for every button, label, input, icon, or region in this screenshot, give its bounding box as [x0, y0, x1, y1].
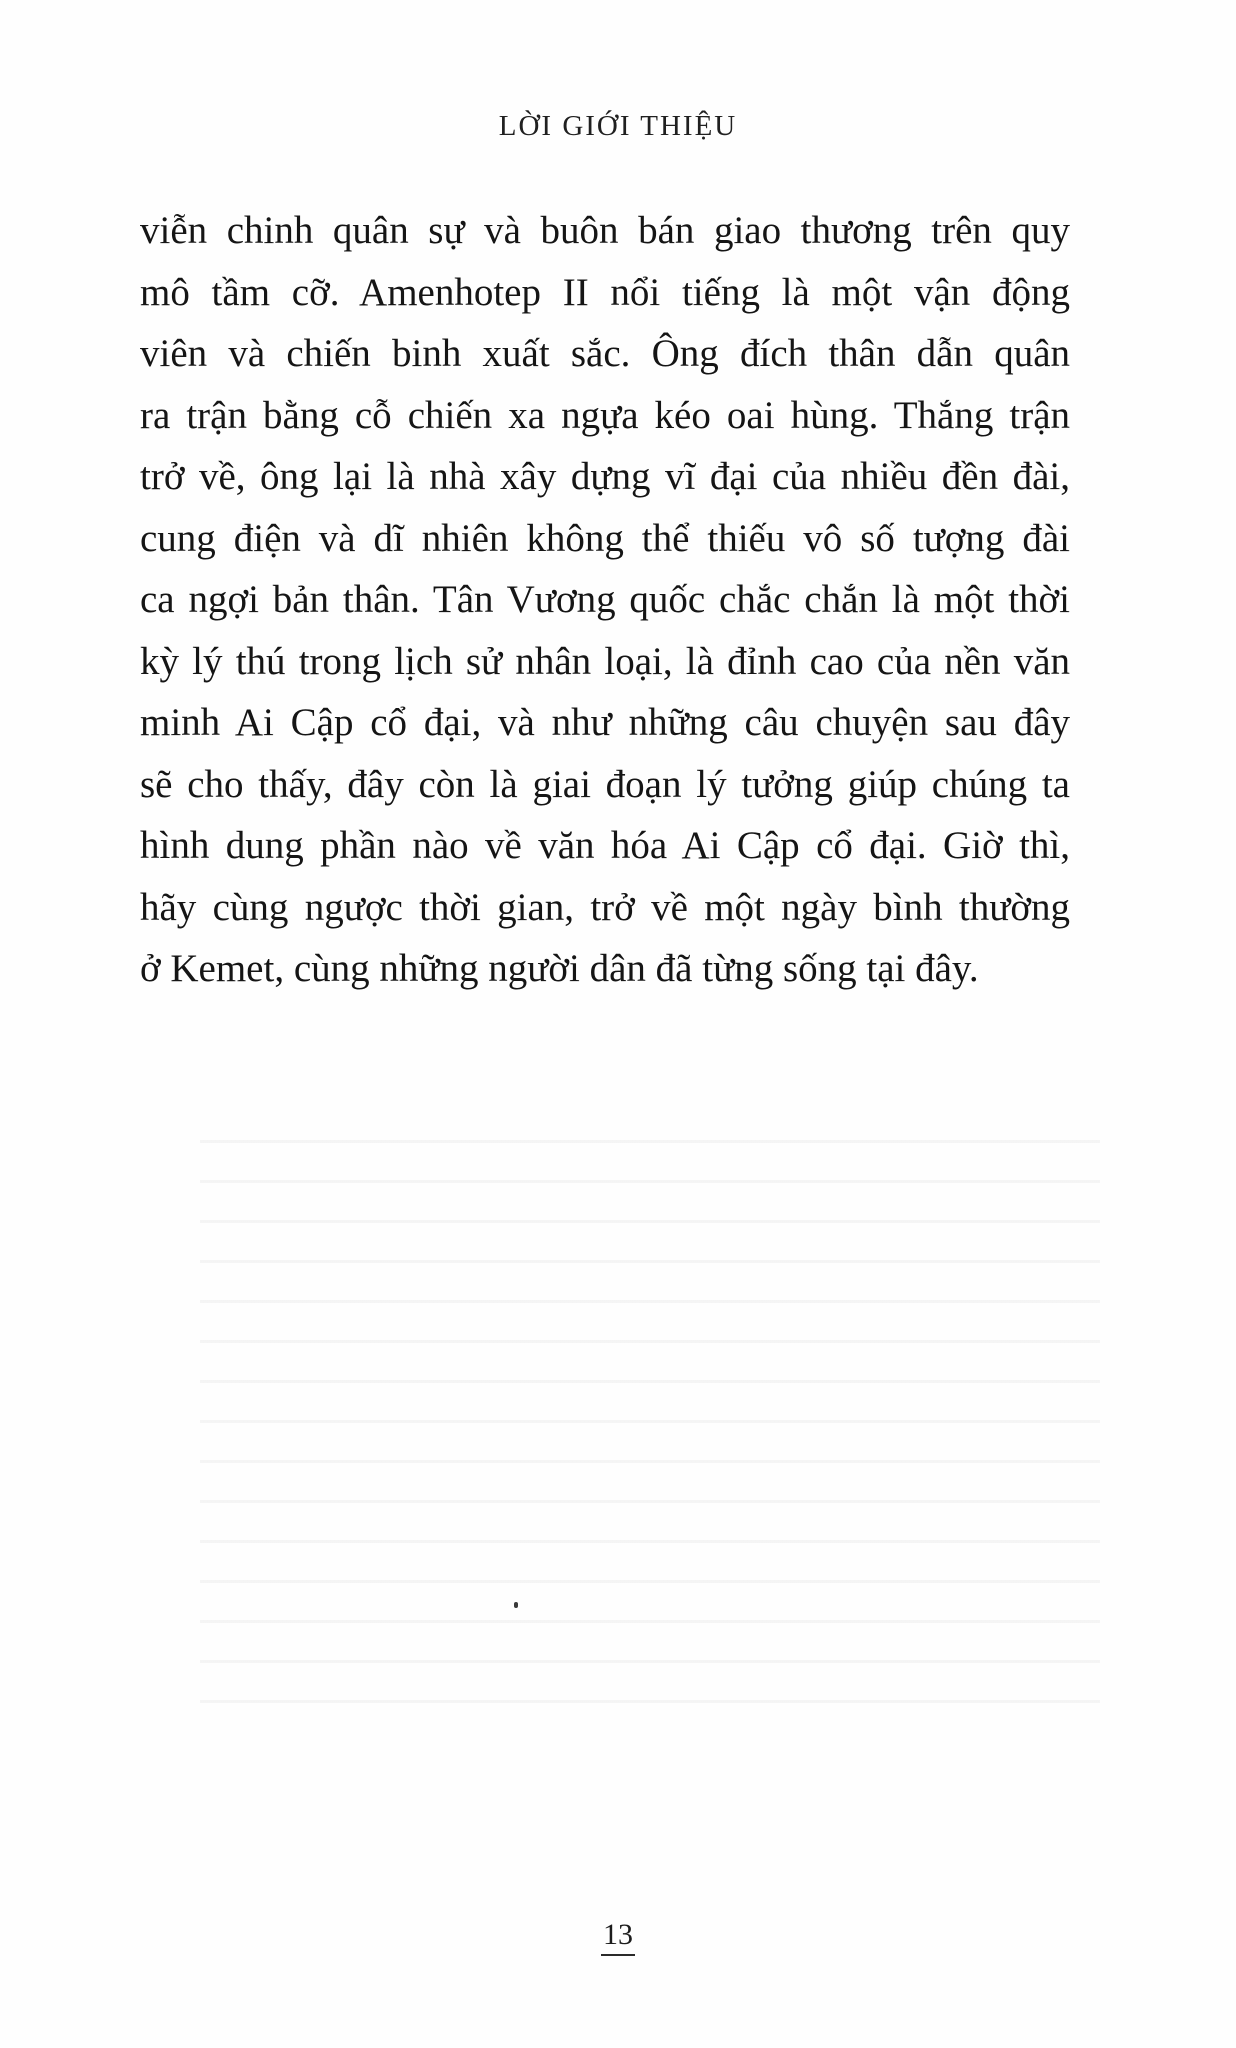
ink-speck	[514, 1602, 518, 1608]
text-line: hãy cùng ngược thời gian, trở về một ngày bình thường	[140, 885, 1070, 929]
text-line: viên và chiến binh xuất sắc. Ông đích thân dẫn quân	[140, 332, 1070, 375]
text-line: minh Ai Cập cổ đại, và như những câu chuyện sau đây	[140, 701, 1070, 744]
text-line: hình dung phần nào về văn hóa Ai Cập cổ đại. Giờ thì,	[140, 824, 1070, 867]
text-line: cung điện và dĩ nhiên không thể thiếu vô số tượng đài	[140, 516, 1070, 560]
paper-show-through	[200, 1140, 1100, 1720]
body-paragraph	[140, 200, 1070, 1000]
text-line: ra trận bằng cỗ chiến xa ngựa kéo oai hùng. Thắng trận	[140, 393, 1070, 437]
text-line: ca ngợi bản thân. Tân Vương quốc chắc chắn là một thời	[140, 578, 1070, 621]
text-line: kỳ lý thú trong lịch sử nhân loại, là đỉnh cao của nền văn	[140, 639, 1070, 683]
running-head-title: LỜI GIỚI THIỆU	[498, 110, 738, 142]
text-line: ở Kemet, cùng những người dân đã từng sống tại đây.	[140, 947, 979, 990]
text-line: mô tầm cỡ. Amenhotep II nổi tiếng là một vận động	[140, 270, 1070, 314]
text-line: trở về, ông lại là nhà xây dựng vĩ đại của nhiều đền đài,	[140, 455, 1070, 498]
page-number: 13	[0, 1918, 1236, 1956]
text-line: viễn chinh quân sự và buôn bán giao thương trên quy	[140, 209, 1070, 252]
text-line: sẽ cho thấy, đây còn là giai đoạn lý tưởng giúp chúng ta	[140, 762, 1070, 806]
